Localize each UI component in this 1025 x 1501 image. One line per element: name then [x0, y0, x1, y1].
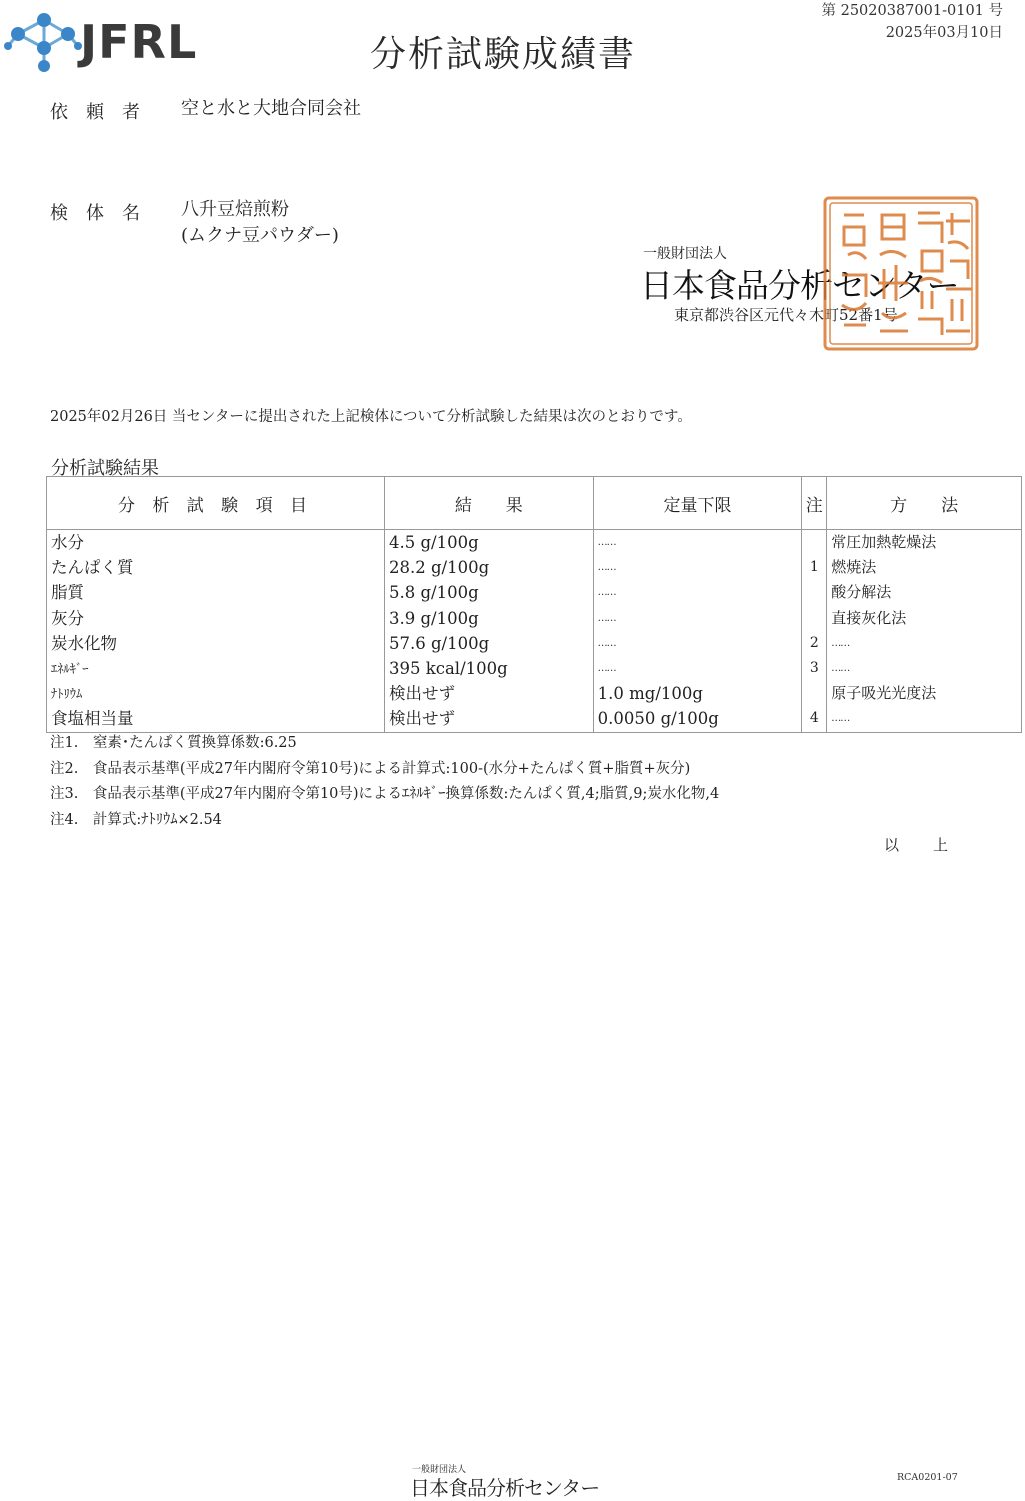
limit-cell: 1.0 mg/100g: [593, 681, 802, 706]
limit-cell: ……: [593, 656, 802, 681]
item-cell: 灰分: [47, 606, 385, 631]
method-cell: 直接灰化法: [827, 606, 1022, 631]
note-cell: [802, 580, 827, 605]
note-cell: [802, 681, 827, 706]
note-cell: 1: [802, 555, 827, 580]
footnote-3: 注3. 食品表示基準(平成27年内閣府令第10号)によるｴﾈﾙｷﾞｰ換算係数:たんぱく質,4;脂質,9;炭水化物,4: [50, 786, 720, 802]
note-cell: [802, 606, 827, 631]
result-cell: 5.8 g/100g: [384, 580, 593, 605]
intro-text: 2025年02月26日 当センターに提出された上記検体について分析試験した結果は次のとおりです。: [50, 409, 692, 425]
method-cell: 燃焼法: [827, 555, 1022, 580]
table-row: [47, 631, 1022, 656]
issue-date: 2025年03月10日: [885, 25, 1003, 41]
official-seal-stamp: [822, 195, 980, 352]
footnote-1: 注1. 窒素･たんぱく質換算係数:6.25: [50, 735, 297, 751]
footer-issuer-type: 一般財団法人: [412, 1465, 467, 1475]
table-row: [47, 606, 1022, 631]
item-cell: たんぱく質: [47, 555, 385, 580]
table-row: [47, 706, 1022, 732]
note-cell: [802, 530, 827, 556]
method-cell: 常圧加熱乾燥法: [827, 530, 1022, 556]
method-cell: 原子吸光光度法: [827, 681, 1022, 706]
header-item: 分 析 試 験 項 目: [47, 477, 385, 530]
sample-name: 八升豆焙煎粉: [181, 199, 289, 220]
note-cell: 4: [802, 706, 827, 732]
closing-mark: 以上: [884, 836, 983, 854]
table-row: [47, 555, 1022, 580]
document-title: 分析試験成績書: [370, 34, 637, 75]
logo-text: JFRL: [80, 15, 198, 69]
limit-cell: ……: [593, 580, 802, 605]
method-cell: ……: [827, 631, 1022, 656]
limit-cell: 0.0050 g/100g: [593, 706, 802, 732]
limit-cell: ……: [593, 530, 802, 556]
result-cell: 395 kcal/100g: [384, 656, 593, 681]
limit-cell: ……: [593, 606, 802, 631]
result-cell: 検出せず: [384, 681, 593, 706]
document-meta: [822, 0, 1004, 44]
issuer-type: 一般財団法人: [643, 246, 727, 262]
table-row: [47, 656, 1022, 681]
result-cell: 28.2 g/100g: [384, 555, 593, 580]
method-cell: ……: [827, 656, 1022, 681]
result-cell: 57.6 g/100g: [384, 631, 593, 656]
table-row: [47, 580, 1022, 605]
header-limit: 定量下限: [593, 477, 802, 530]
document-number: 第 25020387001-0101 号: [821, 3, 1003, 19]
table-row: [47, 530, 1022, 556]
item-cell: 水分: [47, 530, 385, 556]
limit-cell: ……: [593, 555, 802, 580]
results-table: [46, 476, 1022, 733]
issuer-address: 東京都渋谷区元代々木町52番1号: [674, 306, 898, 324]
item-cell: ﾅﾄﾘｳﾑ: [47, 681, 385, 706]
note-cell: 2: [802, 631, 827, 656]
client-value: 空と水と大地合同会社: [181, 98, 361, 119]
result-cell: 検出せず: [384, 706, 593, 732]
header-result: 結 果: [384, 477, 593, 530]
table-row: [47, 681, 1022, 706]
note-cell: 3: [802, 656, 827, 681]
item-cell: 食塩相当量: [47, 706, 385, 732]
section-title: 分析試験結果: [51, 458, 159, 479]
item-cell: 炭水化物: [47, 631, 385, 656]
sample-subname: (ムクナ豆パウダー): [181, 225, 339, 246]
sample-label: 検体名: [50, 203, 158, 224]
item-cell: ｴﾈﾙｷﾞｰ: [47, 656, 385, 681]
result-cell: 3.9 g/100g: [384, 606, 593, 631]
header-note: 注: [802, 477, 827, 530]
footer-issuer-name: 日本食品分析センター: [410, 1476, 600, 1500]
table-header-row: [47, 477, 1022, 530]
header-method: 方 法: [827, 477, 1022, 530]
result-cell: 4.5 g/100g: [384, 530, 593, 556]
footnote-4: 注4. 計算式:ﾅﾄﾘｳﾑ×2.54: [50, 811, 222, 828]
method-cell: 酸分解法: [827, 580, 1022, 605]
footnotes: [50, 731, 719, 833]
item-cell: 脂質: [47, 580, 385, 605]
client-label: 依頼者: [50, 102, 158, 123]
footer-form-code: RCA0201-07: [897, 1472, 958, 1483]
limit-cell: ……: [593, 631, 802, 656]
method-cell: ……: [827, 706, 1022, 732]
footnote-2: 注2. 食品表示基準(平成27年内閣府令第10号)による計算式:100-(水分+たんぱく質+脂質+灰分): [50, 760, 691, 777]
issuer-name: 日本食品分析センター: [640, 266, 959, 305]
